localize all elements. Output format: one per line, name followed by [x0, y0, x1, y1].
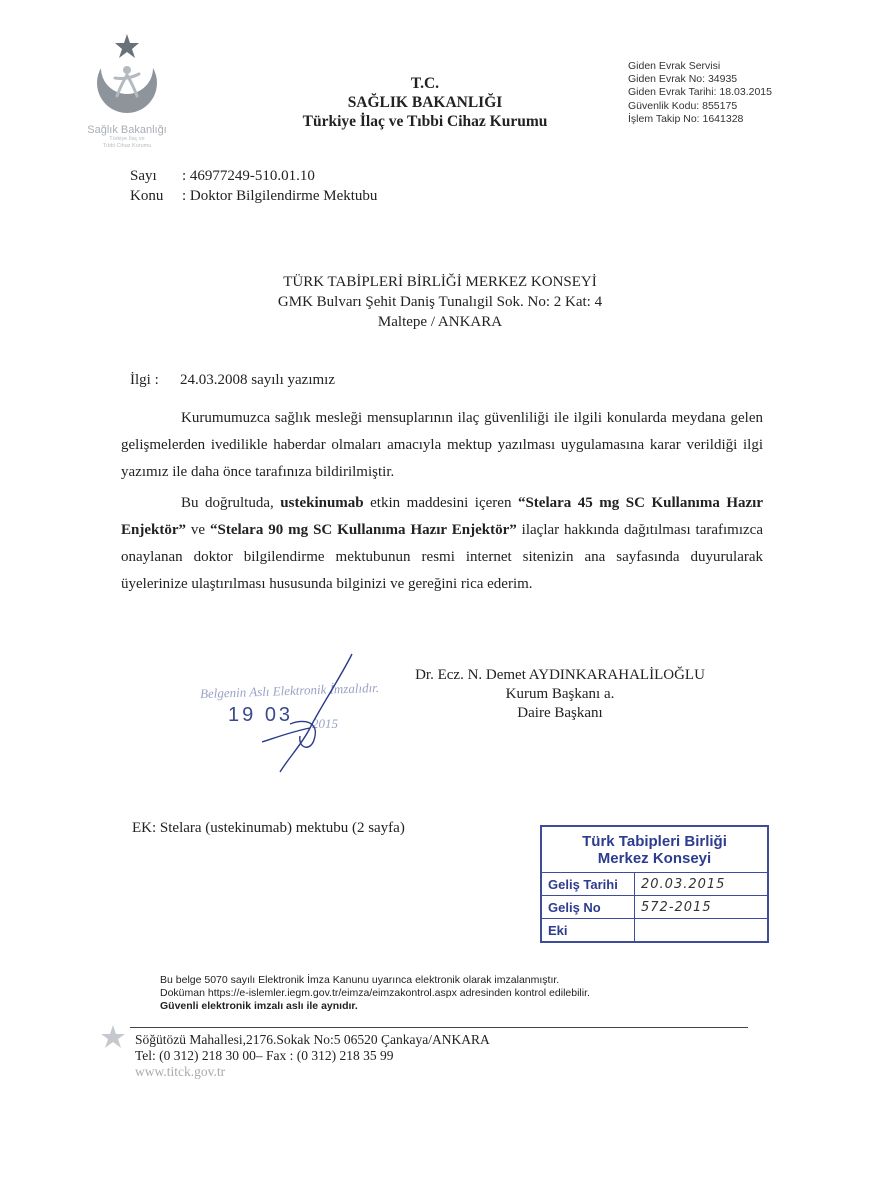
recipient-address: [220, 272, 660, 332]
ministry-logo: [72, 30, 182, 165]
electronic-signature-stamp: Belgenin Aslı Elektronik İmzalıdır.: [199, 679, 380, 702]
outgoing-document-info: [628, 60, 772, 126]
signer-block: [390, 666, 730, 723]
konu-value: : Doktor Bilgilendirme Mektubu: [182, 188, 378, 204]
receive-stamp-table: [542, 873, 767, 941]
logo-sub-1: Türkiye İlaç ve: [109, 136, 145, 142]
crescent-star-logo-icon: [87, 30, 167, 122]
p2-product-90: “Stelara 90 mg SC Kullanıma Hazır Enjektör”: [210, 522, 517, 538]
p2-substance: ustekinumab: [280, 495, 364, 511]
table-row: [542, 919, 767, 942]
p2-text-a: Bu doğrultuda,: [181, 495, 281, 511]
esig-line-1: Bu belge 5070 sayılı Elektronik İmza Kanunu uyarınca elektronik olarak imzalanmıştır.: [160, 974, 560, 986]
esig-line-2: Doküman https://e-islemler.iegm.gov.tr/eimza/eimzakontrol.aspx adresinden kontrol edilebilir.: [160, 987, 590, 999]
body-paragraph-1: Kurumumuzca sağlık mesleği mensuplarının ilaç güvenliliği ile ilgili konularda meydana gelen gelişmelerden ivedilikle haberdar olmaları amacıyla mektup yazılması uygulamasına karar verildiği ilgi yazımız ile daha önce tarafınıza bildirilmiştir.: [121, 410, 763, 480]
signer-title-1: Kurum Başkanı a.: [505, 686, 615, 702]
attachment-label: Eki: [542, 919, 635, 942]
footer-phone: Tel: (0 312) 218 30 00– Fax : (0 312) 218 35 99: [135, 1048, 394, 1063]
signer-name: Dr. Ecz. N. Demet AYDINKARAHALİLOĞLU: [415, 667, 705, 683]
stamp-year: 2015: [312, 716, 338, 731]
table-row: [542, 896, 767, 919]
logo-name: Sağlık Bakanlığı: [87, 124, 167, 136]
signer-title-2: Daire Başkanı: [517, 705, 603, 721]
attachment-value: [635, 919, 768, 942]
recipient-street: GMK Bulvarı Şehit Daniş Tunalıgil Sok. No: 2 Kat: 4: [277, 294, 603, 310]
service-doc-no: Giden Evrak No: 34935: [628, 73, 738, 86]
sayi-value: : 46977249-510.01.10: [182, 168, 315, 184]
stamp-day: 19: [228, 704, 257, 726]
receive-stamp-title-1: Türk Tabipleri Birliği: [582, 833, 727, 850]
receive-no-value: 572-2015: [635, 896, 768, 919]
p2-text-e: ve: [186, 522, 210, 538]
reference-block: [130, 166, 377, 206]
service-security-code: Güvenlik Kodu: 855175: [628, 99, 738, 112]
receive-no-label: Geliş No: [542, 896, 635, 919]
footer: [135, 1032, 490, 1080]
esig-line-3: Güvenli elektronik imzalı aslı ile aynıdır.: [160, 1000, 358, 1012]
stamp-month: 03: [264, 704, 294, 726]
star-icon: [100, 1024, 126, 1050]
header-ministry: SAĞLIK BAKANLIĞI: [347, 94, 503, 111]
attachment-line: EK: Stelara (ustekinumab) mektubu (2 sayfa): [132, 820, 405, 836]
table-row: [542, 873, 767, 896]
recipient-name: TÜRK TABİPLERİ BİRLİĞİ MERKEZ KONSEYİ: [283, 274, 597, 290]
sayi-label: Sayı: [130, 168, 157, 184]
receive-date-label: Geliş Tarihi: [542, 873, 635, 896]
p2-text-c: etkin maddesini içeren: [363, 495, 518, 511]
handwritten-signature-icon: [250, 648, 370, 778]
recipient-city: Maltepe / ANKARA: [377, 314, 503, 330]
konu-label: Konu: [130, 188, 164, 204]
header-agency: Türkiye İlaç ve Tıbbi Cihaz Kurumu: [302, 113, 548, 130]
e-signature-notice: [160, 974, 590, 1013]
ilgi-line: [130, 372, 335, 389]
receive-stamp-title-2: Merkez Konseyi: [597, 850, 712, 867]
header-tc: T.C.: [410, 75, 440, 92]
letter-header: [290, 74, 560, 131]
logo-sub-2: Tıbbi Cihaz Kurumu: [102, 143, 152, 149]
letter-body: [121, 405, 763, 602]
footer-website: www.titck.gov.tr: [135, 1064, 226, 1079]
service-tracking-no: İşlem Takip No: 1641328: [628, 112, 744, 125]
body-paragraph-2: [121, 490, 763, 598]
service-doc-date: Giden Evrak Tarihi: 18.03.2015: [628, 86, 772, 99]
receive-stamp: [540, 825, 769, 943]
service-title: Giden Evrak Servisi: [628, 60, 721, 72]
p2-product-45: “Stelara 45 mg SC Kullanıma Hazır Enjektör”: [121, 495, 763, 538]
footer-divider: [130, 1027, 748, 1028]
ilgi-value: 24.03.2008 sayılı yazımız: [180, 372, 335, 388]
footer-address: Söğütözü Mahallesi,2176.Sokak No:5 06520 Çankaya/ANKARA: [135, 1032, 490, 1047]
ilgi-label: İlgi :: [130, 372, 159, 388]
p2-text-g: ilaçlar hakkında dağıtılması tarafımızca onaylanan doktor bilgilendirme mektubunun resmi internet sitenizin ana sayfasında duyurularak üyelerinize ulaştırılması hususunda bilginizi ve gereğini rica ederim.: [121, 522, 763, 592]
receive-date-value: 20.03.2015: [641, 876, 726, 892]
receive-stamp-title: [542, 827, 767, 873]
